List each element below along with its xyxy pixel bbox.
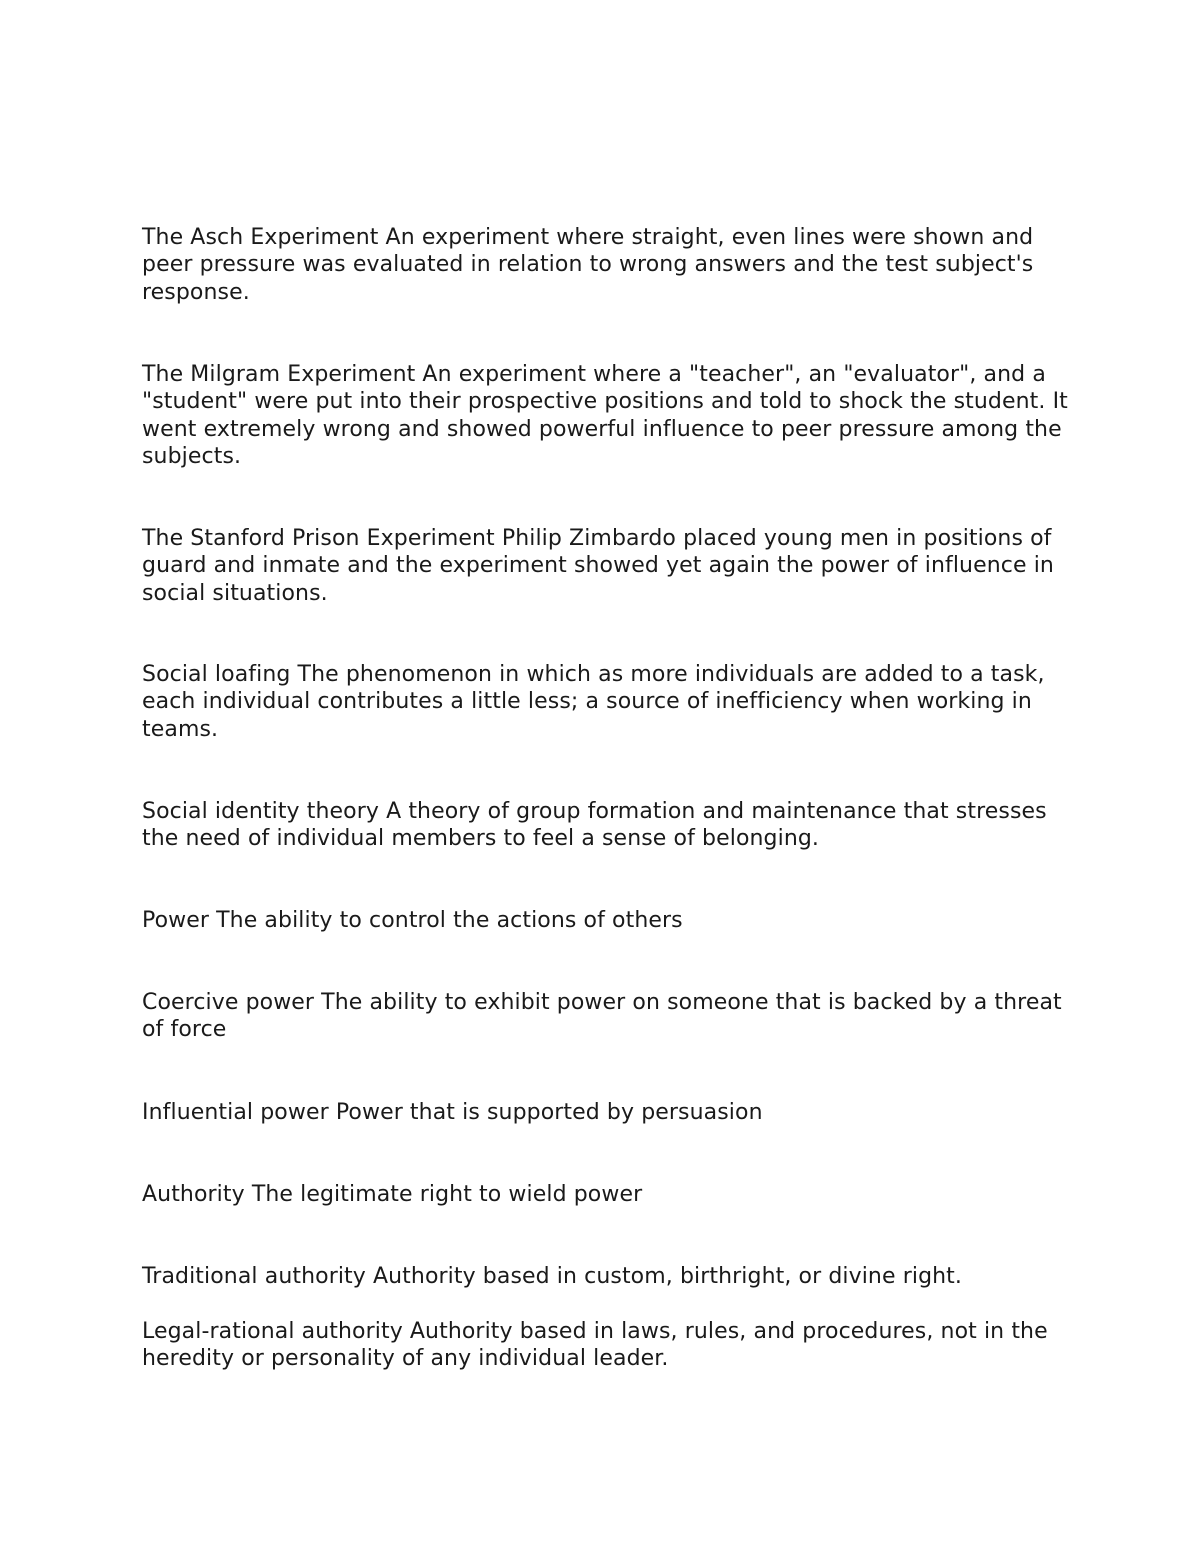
entry-traditional-authority: Traditional authority Authority based in custom, birthright, or divine right. [142,1264,962,1289]
entry-social-loafing: Social loafing The phenomenon in which as more individuals are added to a task, each individual contributes a little less; a source of inefficiency when working in teams. [142,662,1045,742]
entry-coercive-power: Coercive power The ability to exhibit power on someone that is backed by a threat of force [142,990,1062,1043]
entry-influential-power: Influential power Power that is supported by persuasion [142,1100,763,1125]
entry-milgram-experiment: The Milgram Experiment An experiment where a "teacher", an "evaluator", and a "student" were put into their prospective positions and told to shock the student. It went extremely wrong and showed powerful influence to peer pressure among the subjects. [142,362,1068,469]
entry-legal-rational-authority: Legal-rational authority Authority based in laws, rules, and procedures, not in the heredity or personality of any individual leader. [142,1319,1048,1372]
entry-asch-experiment: The Asch Experiment An experiment where straight, even lines were shown and peer pressure was evaluated in relation to wrong answers and the test subject's response. [142,225,1034,305]
entry-authority: Authority The legitimate right to wield power [142,1182,643,1207]
entry-stanford-prison-experiment: The Stanford Prison Experiment Philip Zimbardo placed young men in positions of guard and inmate and the experiment showed yet again the power of influence in social situations. [142,526,1054,606]
entry-power: Power The ability to control the actions of others [142,908,683,933]
entry-social-identity-theory: Social identity theory A theory of group formation and maintenance that stresses the need of individual members to feel a sense of belonging. [142,799,1047,852]
